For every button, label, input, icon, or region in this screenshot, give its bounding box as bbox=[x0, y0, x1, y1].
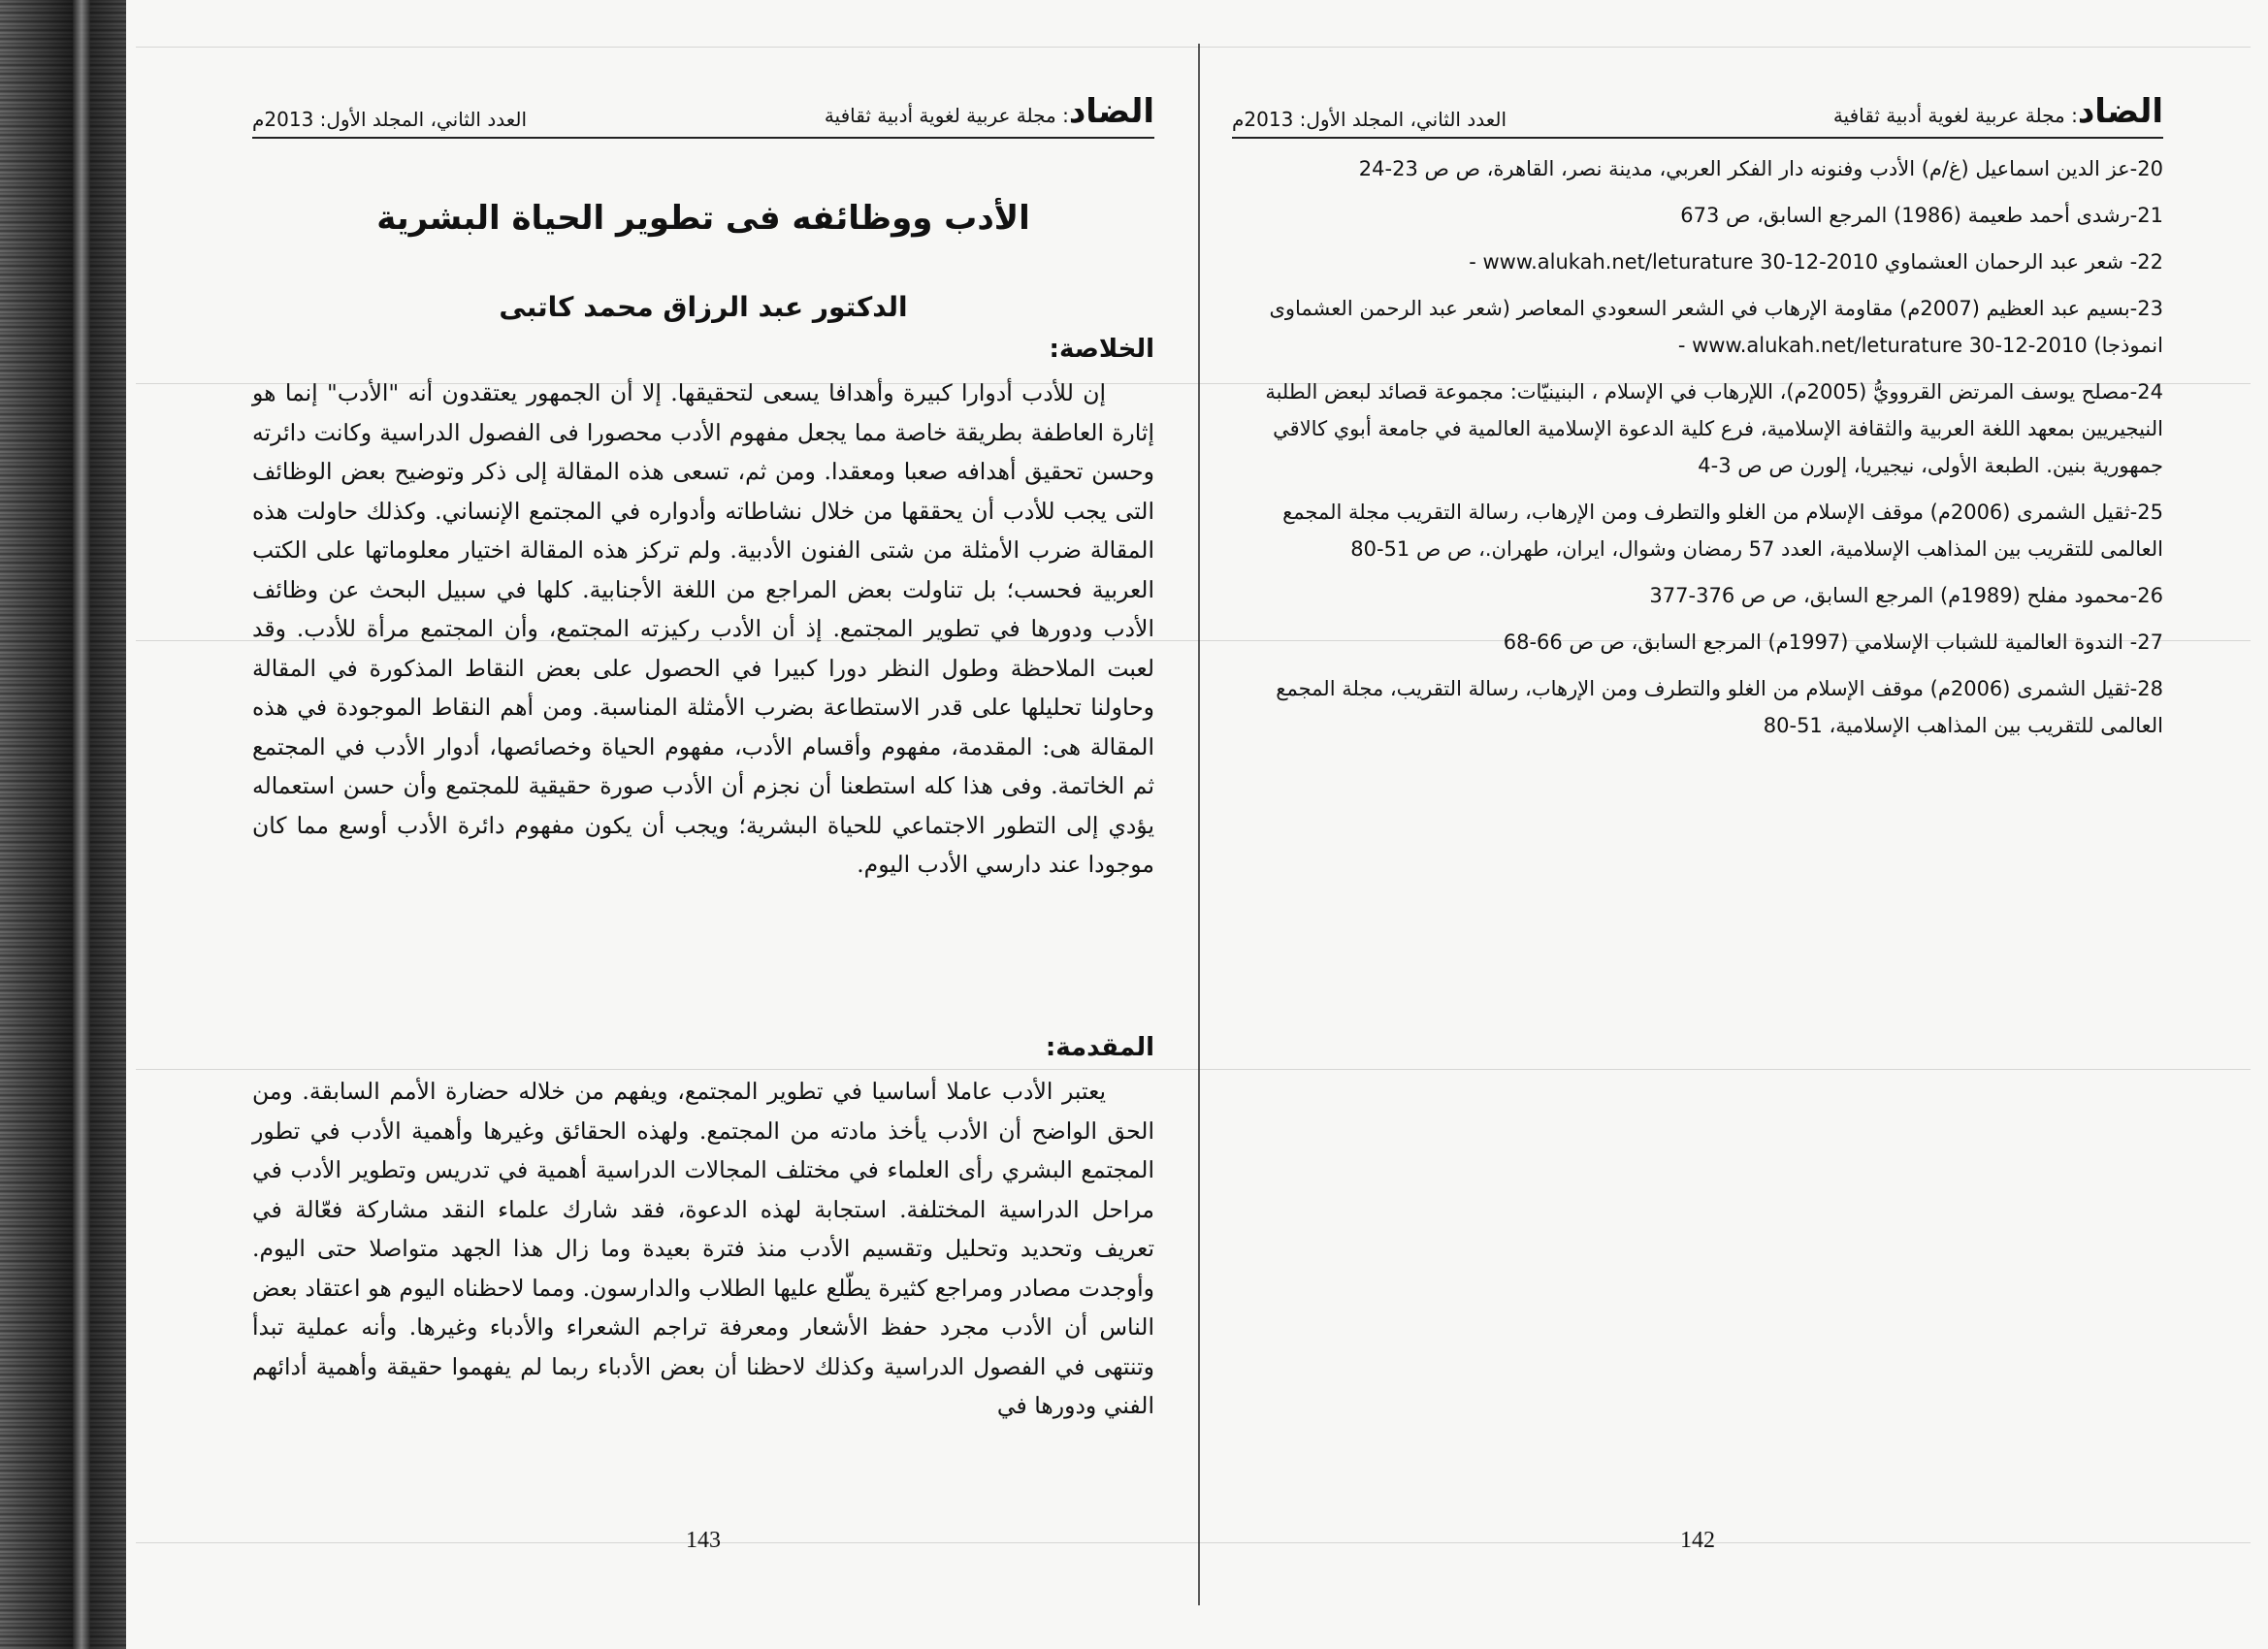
reference-item: 27- الندوة العالمية للشباب الإسلامي (1997م) المرجع السابق، ص ص 66-68 bbox=[1503, 630, 2163, 654]
journal-brand: الضاد bbox=[1068, 92, 1154, 131]
reference-item: 28-ثقيل الشمرى (2006م) موقف الإسلام من الغلو والتطرف ومن الإرهاب، رسالة التقريب، مجلة المجمع العالمى للتقريب بين المذاهب الإسلامية، 51-80 bbox=[1276, 677, 2163, 737]
issue-info: العدد الثاني، المجلد الأول: 2013م bbox=[1232, 108, 1507, 131]
right-page bbox=[1232, 0, 2163, 1649]
abstract-paragraph: إن للأدب أدوارا كبيرة وأهدافا يسعى لتحقيقها. إلا أن الجمهور يعتقدون أنه "الأدب" إنما هو إثارة العاطفة بطريقة خاصة مما يجعل مفهوم الأدب محصورا فى الفصول الدراسية وكانت دائرته وحسن تحقيق أهدافه صعبا ومعقدا. ومن ثم، تسعى هذه المقالة إلى ذكر وتوضيح بعض الوظائف التى يجب للأدب أن يحققها من خلال نشاطاته وأدواره في المجتمع الإنساني. وكذلك حاولت هذه المقالة ضرب الأمثلة من شتى الفنون الأدبية. ولم تركز هذه المقالة اختيار معلوماتها على الكتب العربية فحسب؛ بل تناولت بعض المراجع من اللغة الأجنابية. كلها في سبيل البحث عن وظائف الأدب ودورها في تطوير المجتمع. إذ أن الأدب ركيزته المجتمع، وأن المجتمع مرأة للأدب. وقد لعبت الملاحظة وطول النظر دورا كبيرا في الحصول على بعض النقاط المذكورة في المقالة وحاولنا تحليلها على قدر الاستطاعة بضرب الأمثلة المناسبة. ومن أهم النقاط الموجودة في هذه المقالة هى: المقدمة، مفهوم وأقسام الأدب، مفهوم الحياة وخصائصها، أدوار الأدب في المجتمع ثم الخاتمة. وفى هذا كله استطعنا أن نجزم أن الأدب صورة حقيقية للمجتمع وأن حسن استعماله يؤدي إلى التطور الاجتماعي للحياة البشرية؛ ويجب أن يكون مفهوم دائرة الأدب أوسع مما كان موجودا عند دارسي الأدب اليوم. bbox=[252, 379, 1154, 878]
reference-item: 25-ثقيل الشمرى (2006م) موقف الإسلام من الغلو والتطرف ومن الإرهاب، رسالة التقريب مجلة المجمع العالمى للتقريب بين المذاهب الإسلامية، العدد 57 رمضان وشوال، ايران، طهران.، ص ص 51-80 bbox=[1282, 501, 2163, 561]
article-title: الأدب ووظائفه فى تطوير الحياة البشرية bbox=[376, 199, 1030, 238]
left-page bbox=[252, 0, 1154, 1649]
journal-brand: الضاد bbox=[2077, 92, 2163, 131]
intro-paragraph: يعتبر الأدب عاملا أساسيا في تطوير المجتمع، ويفهم من خلاله حضارة الأمم السابقة. ومن الحق الواضح أن الأدب يأخذ مادته من المجتمع. ولهذه الحقائق وغيرها وأهمية الأدب في تطور المجتمع البشري رأى العلماء في مختلف المجالات الدراسية أهمية في تدريس وتطوير الأدب في مراحل الدراسية المختلفة. استجابة لهذه الدعوة، فقد شارك علماء النقد مشاركة فعّالة في تعريف وتحديد وتحليل وتقسيم الأدب منذ فترة بعيدة وما زال هذا الجهد متواصلا حتى اليوم. وأوجدت مصادر ومراجع كثيرة يطّلع عليها الطلاب والدارسون. ومما لاحظناه اليوم هو اعتقاد بعض الناس أن الأدب مجرد حفظ الأشعار ومعرفة تراجم الشعراء والأدباء وغيرها. وأنه عملية تبدأ وتنتهى في الفصول الدراسية وكذلك لاحظنا أن بعض الأدباء ربما لم يفهموا حقيقة وأهمية أدائهم الفني ودورها في bbox=[252, 1078, 1154, 1419]
reference-item: 24-مصلح يوسف المرتض القروويُّ (2005م)، اللإرهاب في الإسلام ، البنينيّات: مجموعة قصائد لبعض الطلبة النيجيريين بمعهد اللغة العربية والثقافة الإسلامية، فرع كلية الدعوة الإسلامية العالمية في جامعة أبوي كالاقي جمهورية بنين. الطبعة الأولى، نيجيريا، إلورن ص ص 3-4 bbox=[1265, 380, 2163, 477]
left-page-header bbox=[252, 82, 1154, 139]
journal-subtitle: : مجلة عربية لغوية أدبية ثقافية bbox=[824, 104, 1069, 127]
page-number: 143 bbox=[686, 1528, 721, 1553]
page-divider bbox=[1198, 44, 1200, 1605]
issue-info: العدد الثاني، المجلد الأول: 2013م bbox=[252, 108, 528, 131]
journal-name bbox=[1833, 92, 2163, 131]
reference-item: 20-عز الدين اسماعيل (غ/م) الأدب وفنونه دار الفكر العربي، مدينة نصر، القاهرة، ص ص 23-24 bbox=[1358, 157, 2163, 180]
reference-item: 21-رشدى أحمد طعيمة (1986) المرجع السابق، ص 673 bbox=[1680, 204, 2163, 227]
reference-item: 23-بسيم عبد العظيم (2007م) مقاومة الإرهاب في الشعر السعودي المعاصر (شعر عبد الرحمن العشماوى انموذجا) www.alukah.net/leturature 30-12-2010 - bbox=[1269, 297, 2163, 357]
intro-heading: المقدمة: bbox=[1045, 1033, 1154, 1062]
journal-subtitle: : مجلة عربية لغوية أدبية ثقافية bbox=[1832, 104, 2078, 127]
right-page-header bbox=[1232, 82, 2163, 139]
reference-item: 26-محمود مفلح (1989م) المرجع السابق، ص ص 376-377 bbox=[1649, 584, 2163, 607]
reference-item: 22- شعر عبد الرحمان العشماوي www.alukah.net/leturature 30-12-2010 - bbox=[1469, 250, 2163, 274]
abstract-heading: الخلاصة: bbox=[1049, 335, 1154, 364]
journal-name bbox=[825, 92, 1154, 131]
scan-binding-edge bbox=[0, 0, 126, 1649]
article-author: الدكتور عبد الرزاق محمد كاتبى bbox=[499, 291, 908, 323]
page-number: 142 bbox=[1680, 1528, 1715, 1553]
references-list bbox=[1232, 150, 2163, 754]
